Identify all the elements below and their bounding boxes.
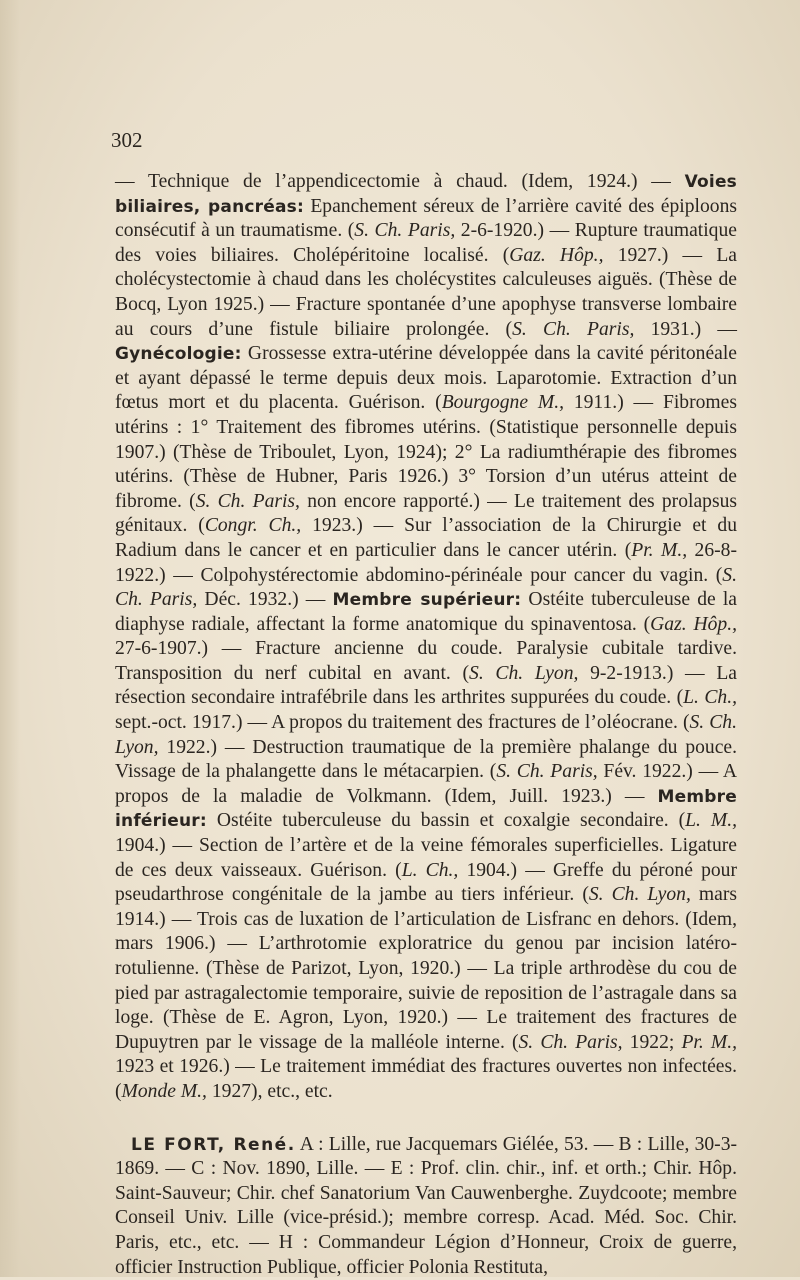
text-run: 1923 et 1926.) — Le traitement immédiat des fractures ouvertes non infectées. ( [115, 1056, 737, 1102]
journal-citation: Bourgogne M., [441, 392, 564, 414]
text-run: 1904.) — Section de l’artère et de la veine fémorales superficielles. Ligature de ces deux vaisseaux. Guérison. ( [115, 835, 737, 881]
text-run: 27-6-1907.) — Fracture ancienne du coude. Paralysie cubitale tardive. Transposition du nerf cubital en avant. ( [115, 638, 737, 684]
text-run: 26-8-1922.) — Colpohystérectomie abdomino-périnéale pour cancer du vagin. ( [115, 539, 737, 586]
journal-citation: Congr. Ch., [204, 515, 302, 537]
text-run: A : Lille, rue Jacquemars Giélée, 53. — B : Lille, 30-3-1869. — C : Nov. 1890, Lille. — E : Prof. clin. chir., inf. et orth.; Chir. Hôp. Saint-Sauveur; Chir. chef Sanatorium Van Cauwenberghe. Zuydcoote; membre Conseil Univ. Lille (vice-présid.); membre corresp. Acad. Méd. Soc. Chir. Paris, etc., etc. — H : Commandeur Légion d’Honneur, Croix de guerre, officier Instruction Publique, officier Polonia Restituta, [115, 1133, 738, 1278]
journal-citation: S. Ch. Lyon, [115, 712, 737, 758]
entry-name: LE FORT, René. [131, 1134, 296, 1155]
journal-citation: Monde M., [121, 1080, 207, 1102]
text-run: 1911.) — Fibromes utérins : 1° Traitement des fibromes utérins. (Statistique personnelle depuis 1907.) (Thèse de Triboulet, Lyon, 1924); 2° La radiumthérapie des fibromes utérins. (Thèse de Hubner, Paris 1926.) 3° Torsion d’un utérus atteint de fibrome. ( [115, 392, 737, 512]
journal-citation: L. Ch., [401, 859, 459, 881]
section-heading: Voies biliaires, pancréas: [115, 172, 737, 217]
journal-citation: S. Ch. Paris, [512, 318, 635, 340]
journal-citation: L. M., [685, 810, 737, 832]
journal-citation: S. Ch. Paris, [518, 1031, 623, 1053]
paragraph-publications [115, 170, 737, 1105]
text-run: 1923.) — Sur l’association de la Chirurgie et du Radium dans le cancer et en particulier dans le cancer utérin. ( [115, 515, 737, 561]
text-run: 1927), etc., etc. [206, 1080, 333, 1102]
text-run: 2-6-1920.) — Rupture traumatique des voies biliaires. Cholépéritoine localisé. ( [115, 220, 737, 266]
journal-citation: S. Ch. Lyon, [469, 662, 579, 684]
journal-citation: S. Ch. Paris, [115, 564, 737, 611]
section-heading: Gynécologie: [115, 344, 242, 365]
text-run: 9-2-1913.) — La résection secondaire intrafébrile dans les arthrites suppurées du coude. ( [115, 662, 738, 709]
journal-citation: Gaz. Hôp., [650, 613, 737, 635]
page-number: 302 [111, 128, 143, 152]
paragraph-le-fort-entry [115, 1133, 737, 1280]
body-text [115, 170, 737, 1280]
binding-shadow [0, 0, 20, 1277]
text-run: Grossesse extra-utérine développée dans la cavité péritonéale et ayant dépassé le terme depuis deux mois. Laparotomie. Extraction d’un fœtus mort et du placenta. Guérison. ( [115, 343, 737, 414]
journal-citation: S. Ch. Paris, [195, 490, 300, 512]
journal-citation: Pr. M., [631, 539, 688, 561]
text-run: Déc. 1932.) — [197, 589, 333, 611]
journal-citation: S. Ch. Paris, [354, 220, 456, 242]
text-run: Epanchement séreux de l’arrière cavité des épiploons consécutif à un traumatisme. ( [115, 195, 738, 242]
text-run: 1927.) — La cholécystectomie à chaud dans les cholécystites calculeuses aiguës. (Thèse de Bocq, Lyon 1925.) — Fracture spontanée d’une apophyse transverse lombaire au cours d’une fistule biliaire prolongée. ( [115, 244, 737, 340]
journal-citation: L. Ch., [683, 687, 737, 709]
journal-citation: Pr. M., [681, 1031, 737, 1053]
journal-citation: S. Ch. Lyon, [588, 884, 691, 906]
text-run: non encore rapporté.) — Le traitement des prolapsus génitaux. ( [115, 490, 737, 537]
text-run: — Technique de l’appendicectomie à chaud. (Idem, 1924.) — [115, 171, 685, 192]
journal-citation: S. Ch. Paris, [496, 761, 598, 783]
text-run: 1922.) — Destruction traumatique de la première phalange du pouce. Vissage de la phalangette dans le métacarpien. ( [115, 736, 737, 783]
text-run: Fév. 1922.) — A propos de la maladie de Volkmann. (Idem, Juill. 1923.) — [115, 761, 737, 807]
section-heading: Membre supérieur: [332, 590, 522, 611]
text-run: Ostéite tuberculeuse du bassin et coxalgie secondaire. ( [206, 810, 686, 832]
text-run: sept.-oct. 1917.) — A propos du traitement des fractures de l’oléocrane. ( [115, 712, 690, 734]
text-run: 1904.) — Greffe du péroné pour pseudarthrose congénitale de la jambe au tiers inférieur. ( [115, 859, 737, 906]
text-run: Ostéite tuberculeuse de la diaphyse radiale, affectant la forme anatomique du spinaventosa. ( [115, 589, 738, 635]
text-run: 1922; [622, 1031, 682, 1053]
section-heading: Membre inférieur: [115, 786, 737, 832]
text-run: 1931.) — [634, 318, 737, 340]
journal-citation: Gaz. Hôp., [509, 244, 604, 266]
text-run: mars 1914.) — Trois cas de luxation de l’articulation de Lisfranc en dehors. (Idem, mars 1906.) — L’arthrotomie exploratrice du genou par incision latéro-rotulienne. (Thèse de Parizot, Lyon, 1920.) — La triple arthrodèse du cou de pied par astragalectomie temporaire, suivie de reposition de l’astragale dans sa loge. (Thèse de E. Agron, Lyon, 1920.) — Le traitement des fractures de Dupuytren par le vissage de la malléole interne. ( [115, 884, 737, 1053]
